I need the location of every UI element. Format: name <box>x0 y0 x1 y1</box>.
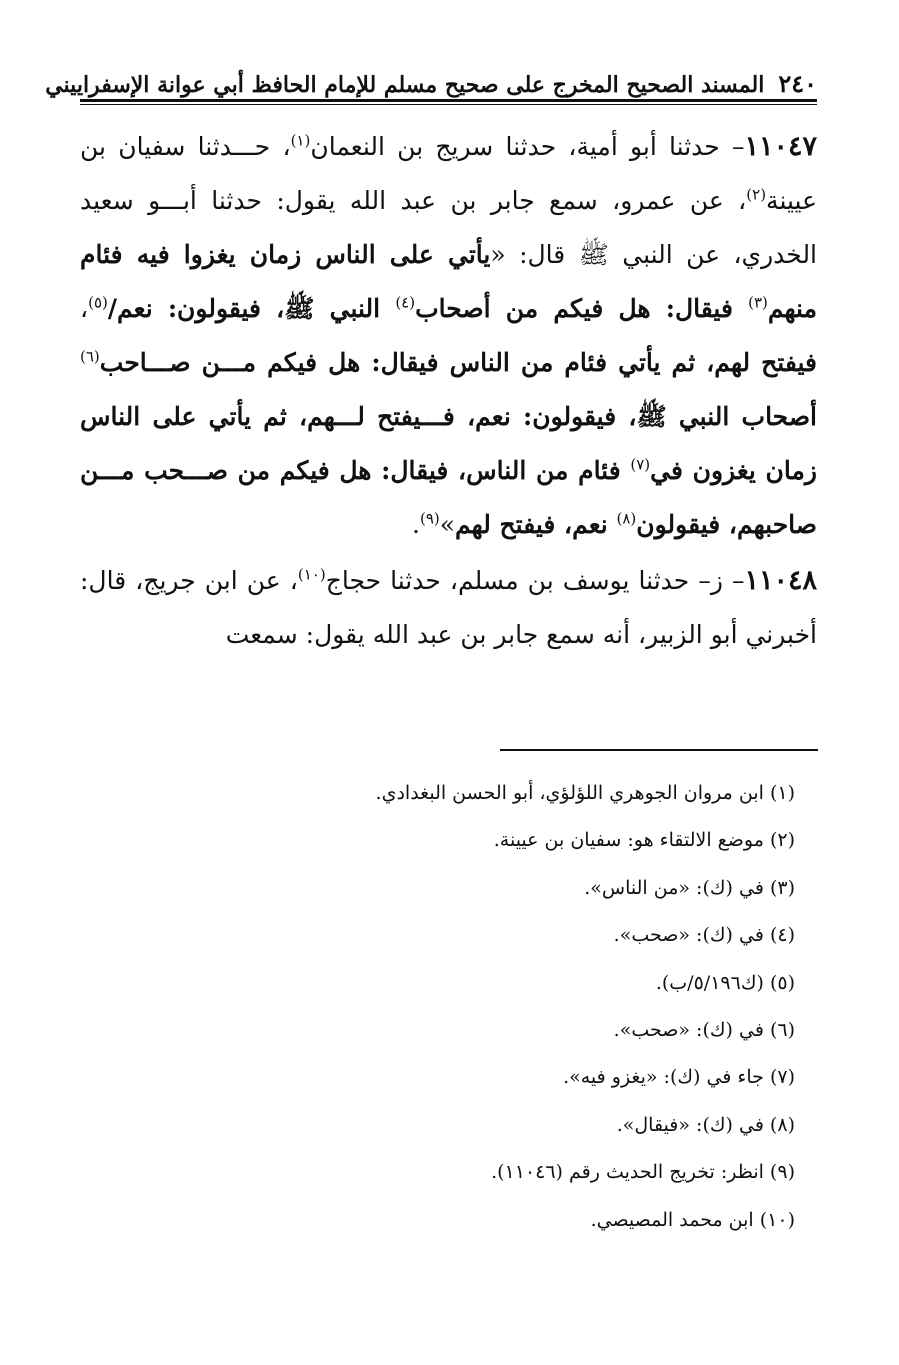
book-title: المسند الصحيح المخرج على صحيح مسلم للإمام الحافظ أبي عوانة الإسفراييني <box>45 72 765 98</box>
hadith-number: ١١٠٤٧ <box>744 131 817 162</box>
hadith-text-bold: فئام من الناس، فيقال: هل فيكم من صـــحب مـــن صاحبهم، فيقولون <box>80 456 817 539</box>
footnote-separator <box>500 749 818 751</box>
footnote-ref: (١٠) <box>297 565 326 584</box>
hadith-text-bold: النبي ﷺ، فيقولون: نعم/ <box>107 294 396 323</box>
footnote-item: (٦) في (ك): «صحب». <box>613 1019 795 1042</box>
footnote-ref: (٨) <box>616 509 637 528</box>
footnote-item: (٥) (ك٥/١٩٦/ب). <box>655 971 795 994</box>
text-run: ، عن ابن جريج، قال: أخبرني أبو الزبير، أنه سمع جابر بن عبد الله يقول: سمعت <box>80 566 817 649</box>
text-run: . <box>412 510 420 539</box>
text-run: » <box>439 510 456 539</box>
text-run: – ز– حدثنا يوسف بن مسلم، حدثنا حجاج <box>325 566 745 595</box>
running-header <box>45 64 817 98</box>
text-run: – حدثنا أبو أمية، حدثنا سريج بن النعمان <box>310 132 745 161</box>
footnote-ref: (٢) <box>746 185 767 204</box>
hadith-number: ١١٠٤٨ <box>744 565 817 596</box>
page-number: ٢٤٠ <box>778 69 817 98</box>
main-text <box>80 120 817 662</box>
hadith-paragraph-11048 <box>80 554 817 662</box>
header-rule-thin <box>80 104 817 105</box>
footnote-ref: (٩) <box>419 509 440 528</box>
footnote-item: (١) ابن مروان الجوهري اللؤلؤي، أبو الحسن البغدادي. <box>375 782 795 804</box>
footnote-ref: (٦) <box>80 347 100 366</box>
text-run: ، <box>80 294 89 323</box>
footnote-item: (٧) جاء في (ك): «يغزو فيه». <box>563 1066 795 1089</box>
footnote-item: (٣) في (ك): «من الناس». <box>584 876 795 899</box>
header-rule <box>80 99 817 102</box>
hadith-paragraph-11047 <box>80 120 817 552</box>
footnote-ref: (٥) <box>88 293 108 312</box>
text-run: ، حـــدثنا سفيان بن عيينة <box>80 132 817 215</box>
footnote-ref: (١) <box>290 131 311 150</box>
hadith-text-bold: أصحاب النبي ﷺ، فيقولون: نعم، فـــيفتح لـــهم، ثم يأتي على الناس زمان يغزون في <box>80 402 817 485</box>
footnote-ref: (٣) <box>748 293 768 312</box>
hadith-text-bold: فيفتح لهم، ثم يأتي فئام من الناس فيقال: هل فيكم مـــن صـــاحب <box>99 348 817 377</box>
text-run: ، عن عمرو، سمع جابر بن عبد الله يقول: حدثنا أبـــو سعيد الخدري، عن النبي ﷺ قال: « <box>80 186 818 269</box>
footnotes-list <box>80 770 795 1244</box>
hadith-text-bold: نعم، فيفتح لهم <box>455 510 617 539</box>
footnote-item: (٩) انظر: تخريج الحديث رقم (١١٠٤٦). <box>491 1161 795 1184</box>
footnote-item: (٢) موضع الالتقاء هو: سفيان بن عيينة. <box>493 829 795 852</box>
hadith-text-bold: يأتي على الناس زمان يغزوا فيه فئام منهم <box>80 240 817 323</box>
hadith-text-bold: فيقال: هل فيكم من أصحاب <box>415 294 749 323</box>
footnote-item: (٨) في (ك): «فيقال». <box>616 1113 795 1136</box>
footnote-ref: (٤) <box>395 293 416 312</box>
footnote-ref: (٧) <box>630 455 651 474</box>
footnote-item: (٤) في (ك): «صحب». <box>613 924 795 947</box>
footnote-item: (١٠) ابن محمد المصيصي. <box>590 1208 795 1231</box>
